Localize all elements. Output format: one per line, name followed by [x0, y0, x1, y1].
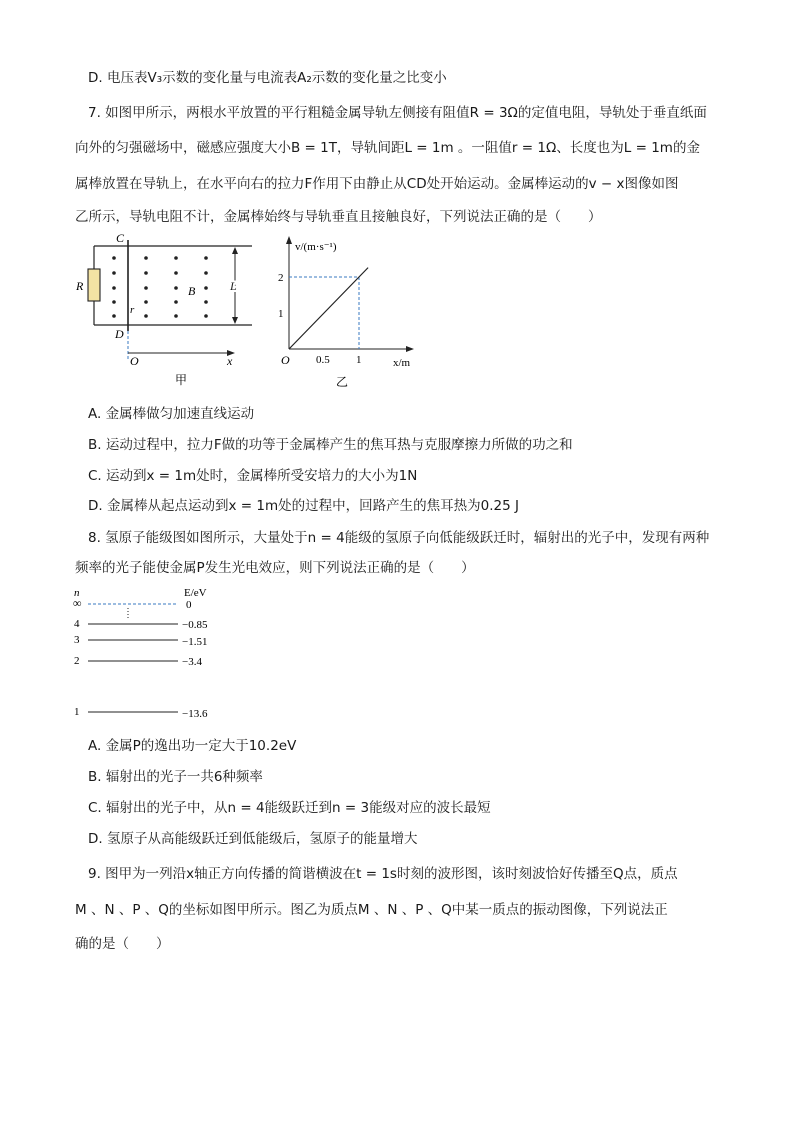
- label-D: D: [115, 327, 124, 341]
- label-x: x: [227, 354, 233, 368]
- label-O: O: [130, 354, 139, 368]
- level-2-n: 2: [74, 655, 80, 667]
- chart-series-line: [289, 268, 368, 349]
- level-3-n: 3: [74, 634, 80, 646]
- level-1-n: 1: [74, 706, 80, 718]
- label-C: C: [116, 231, 125, 245]
- q8-option-a: A. 金属P的逸出功一定大于10.2eV: [88, 738, 297, 754]
- q7-option-c: C. 运动到x = 1m处时，金属棒所受安培力的大小为1N: [88, 468, 418, 484]
- chart-origin: O: [281, 353, 290, 367]
- label-r: r: [130, 304, 135, 316]
- q9-stem-line-3: 确的是（ ）: [75, 936, 170, 952]
- q8-option-c: C. 辐射出的光子中，从n = 4能级跃迁到n = 3能级对应的波长最短: [88, 800, 491, 816]
- chart-xtick-0: 0.5: [316, 354, 330, 366]
- q8-option-d: D. 氢原子从高能级跃迁到低能级后，氢原子的能量增大: [88, 831, 418, 847]
- label-L: L: [230, 279, 237, 293]
- q8-option-b: B. 辐射出的光子一共6种频率: [88, 769, 263, 785]
- q7-option-b: B. 运动过程中，拉力F做的功等于金属棒产生的焦耳热与克服摩擦力所做的功之和: [88, 437, 573, 453]
- q6-option-d: D. 电压表V₃示数的变化量与电流表A₂示数的变化量之比变小: [88, 70, 447, 86]
- caption-yi: 乙: [336, 375, 349, 389]
- resistor-icon: [88, 269, 100, 301]
- level-1-e: −13.6: [182, 708, 208, 720]
- q9-stem-line-1: 9. 图甲为一列沿x轴正方向传播的简谐横波在t = 1s时刻的波形图，该时刻波恰好传播至Q点，质点: [88, 866, 678, 882]
- chart-xlabel: x/m: [393, 357, 411, 369]
- diagram-n-label: n: [74, 587, 80, 599]
- q7-figure-yi-chart: [275, 232, 420, 392]
- q9-stem-line-2: M 、N 、P 、Q的坐标如图甲所示。图乙为质点M 、N 、P 、Q中某一质点的振动图像，下列说法正: [75, 902, 668, 918]
- level-inf-e: 0: [186, 599, 192, 611]
- q7-stem-line-3: 属棒放置在导轨上，在水平向右的拉力F作用下由静止从CD处开始运动。金属棒运动的v − x图像如图: [75, 176, 679, 192]
- q7-stem-line-2: 向外的匀强磁场中，磁感应强度大小B = 1T，导轨间距L = 1m 。一阻值r = 1Ω、长度也为L = 1m的金: [75, 140, 700, 156]
- level-4-n: 4: [74, 618, 80, 630]
- q8-stem-line-1: 8. 氢原子能级图如图所示，大量处于n = 4能级的氢原子向低能级跃迁时，辐射出的光子中，发现有两种: [88, 530, 710, 546]
- q7-option-d: D. 金属棒从起点运动到x = 1m处的过程中，回路产生的焦耳热为0.25 J: [88, 498, 519, 514]
- q7-option-a: A. 金属棒做匀加速直线运动: [88, 406, 255, 422]
- level-3-e: −1.51: [182, 636, 208, 648]
- q8-energy-level-diagram: [72, 584, 232, 724]
- q7-stem-line-1: 7. 如图甲所示，两根水平放置的平行粗糙金属导轨左侧接有阻值R = 3Ω的定值电阻，导轨处于垂直纸面: [88, 105, 707, 121]
- q7-stem-line-4: 乙所示，导轨电阻不计，金属棒始终与导轨垂直且接触良好，下列说法正确的是（ ）: [75, 209, 602, 225]
- caption-jia: 甲: [175, 373, 188, 387]
- label-B: B: [188, 284, 196, 298]
- q7-figure-jia: [72, 228, 252, 388]
- chart-xtick-1: 1: [356, 354, 362, 366]
- chart-ytick-0: 1: [278, 308, 284, 320]
- level-4-e: −0.85: [182, 619, 208, 631]
- chart-ytick-1: 2: [278, 272, 284, 284]
- chart-ylabel: v/(m·s⁻¹): [295, 241, 337, 253]
- diagram-e-label: E/eV: [184, 587, 207, 599]
- level-inf-n: ∞: [73, 596, 82, 610]
- q8-stem-line-2: 频率的光子能使金属P发生光电效应，则下列说法正确的是（ ）: [75, 560, 475, 576]
- level-2-e: −3.4: [182, 656, 202, 668]
- label-R: R: [76, 279, 84, 293]
